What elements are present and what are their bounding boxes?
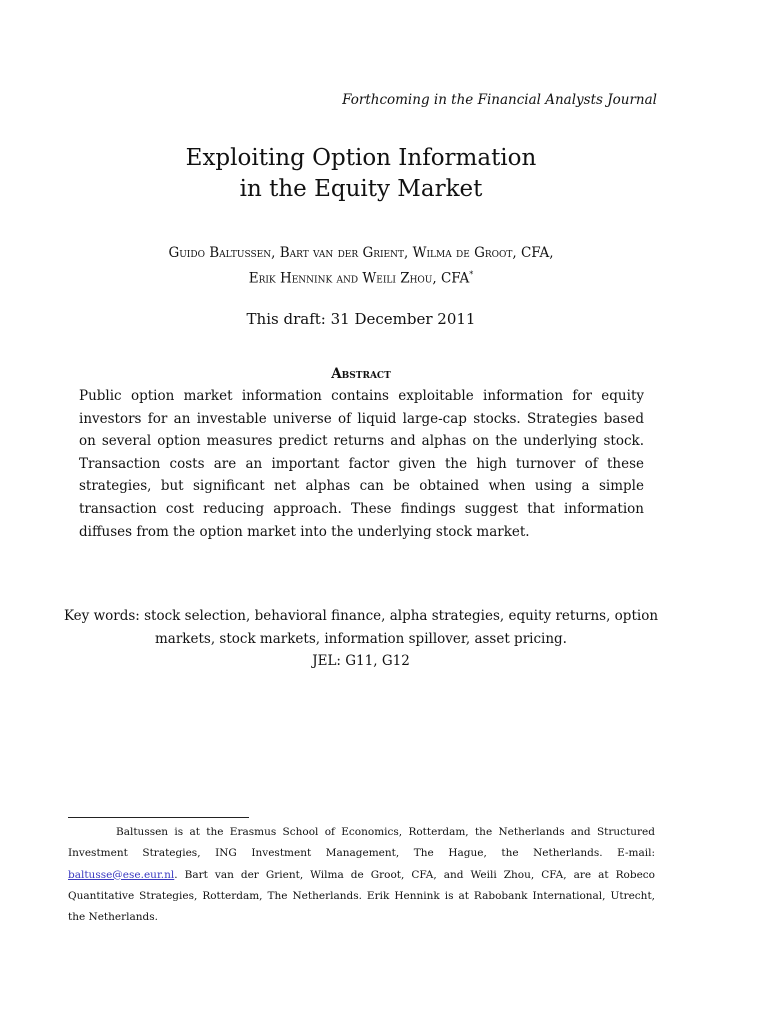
jel-codes: JEL: G11, G12 xyxy=(312,653,410,670)
title-line-2: in the Equity Market xyxy=(239,176,483,202)
footnote-text-2: . Bart van der Grient, Wilma de Groot, CFA, and Weili Zhou, CFA, are at Robeco Quantitative Strategies, Rotterdam, The Netherlands. Erik Hennink is at Rabobank International, Utrecht, the Netherlands. xyxy=(68,868,655,924)
paper-title xyxy=(0,143,722,205)
author-list xyxy=(0,242,722,290)
draft-date: This draft: 31 December 2011 xyxy=(246,310,476,328)
abstract-body: Public option market information contains exploitable information for equity investors for an investable universe of liquid large-cap stocks. Strategies based on several option measures predict returns and alphas on the underlying stock. Transaction costs are an important factor given the high turnover of these strategies, but significant net alphas can be obtained when using a simple transaction cost reducing approach. These findings suggest that information diffuses from the option market into the underlying stock market. xyxy=(79,388,644,540)
abstract-heading: Abstract xyxy=(331,366,391,382)
keywords-line-2: markets, stock markets, information spillover, asset pricing. xyxy=(155,630,567,647)
authors-line-1: Guido Baltussen, Bart van der Grient, Wilma de Groot, CFA, xyxy=(168,245,554,261)
authors-line-2-text: Erik Hennink and Weili Zhou, CFA xyxy=(248,270,470,287)
title-line-1: Exploiting Option Information xyxy=(185,145,537,171)
keywords-line-1: Key words: stock selection, behavioral finance, alpha strategies, equity returns, option xyxy=(63,608,659,624)
authors-line-2 xyxy=(0,264,722,290)
footnote-text-1: Baltussen is at the Erasmus School of Economics, Rotterdam, the Netherlands and Structured Investment Strategies, ING Investment Management, The Hague, the Netherlands. E-mail: xyxy=(68,826,655,860)
keywords-block xyxy=(0,605,722,673)
journal-note: Forthcoming in the Financial Analysts Journal xyxy=(342,92,657,108)
author-footnote-marker: * xyxy=(469,270,474,279)
footnote-divider xyxy=(68,817,249,818)
author-footnote xyxy=(68,822,655,928)
email-link[interactable]: baltusse@ese.eur.nl xyxy=(68,868,175,881)
